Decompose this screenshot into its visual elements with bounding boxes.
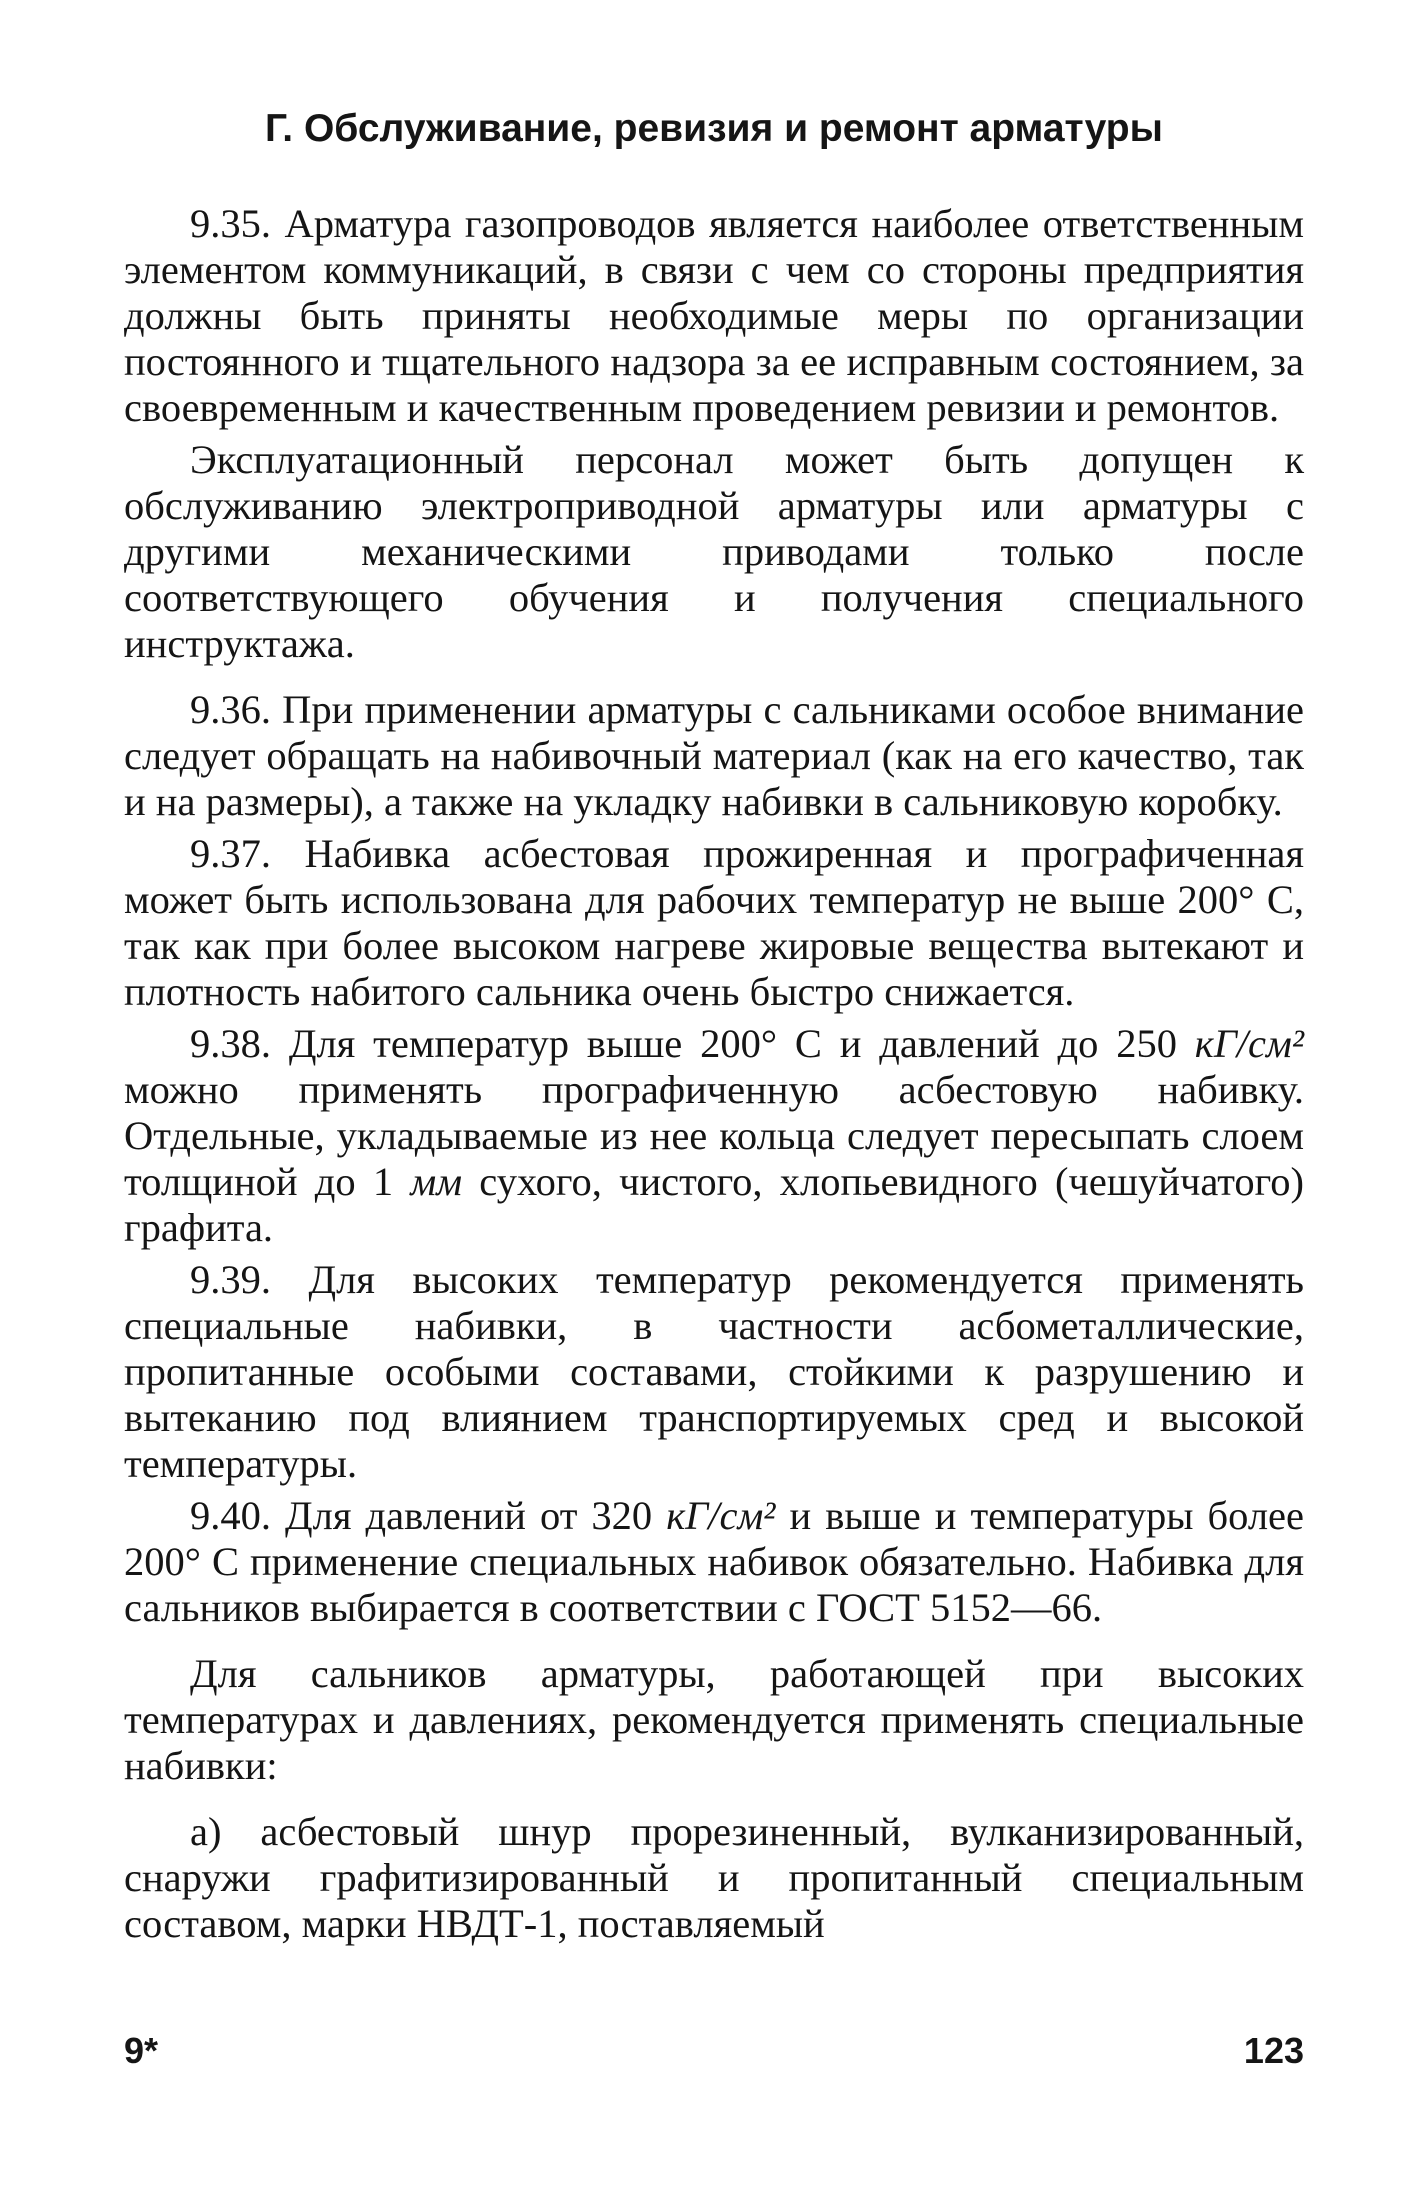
paragraph-9-35-personnel: Эксплуатационный персонал может быть допущен к обслуживанию электроприводной арматуры или арматуры с другими механическими приводами только после соответствующего обучения и получения специального инструктажа. (124, 436, 1304, 666)
paragraph-9-38-text-a: 9.38. Для температур выше 200° С и давлений до 250 (190, 1020, 1195, 1066)
signature-mark: 9* (124, 2030, 159, 2071)
paragraph-9-37: 9.37. Набивка асбестовая прожиренная и прографиченная может быть использована для рабочих температур не выше 200° С, так как при более высоком нагреве жировые вещества вытекают и плотность набитого сальника очень быстро снижается. (124, 830, 1304, 1014)
paragraph-9-36: 9.36. При применении арматуры с сальниками особое внимание следует обращать на набивочный материал (как на его качество, так и на размеры), а также на укладку набивки в сальниковую коробку. (124, 686, 1304, 824)
paragraph-9-40 (124, 1493, 1304, 1631)
document-page (124, 106, 1304, 1953)
page-number: 123 (1243, 2030, 1304, 2071)
thickness-unit: мм (410, 1158, 463, 1204)
paragraph-9-40-text-a: 9.40. Для давлений от 320 (190, 1492, 667, 1538)
section-title: Г. Обслуживание, ревизия и ремонт арматуры (265, 107, 1163, 150)
pressure-unit: кГ/см² (666, 1492, 776, 1538)
paragraph-9-40-text-b: и выше и температуры более 200° С применение специальных набивок обязательно. Набивка для сальников выбирается в соответствии с ГОСТ 5152—66. (124, 1492, 1304, 1630)
paragraph-special-packings: Для сальников арматуры, работающей при высоких температурах и давлениях, рекомендуется применять специальные набивки: (124, 1650, 1304, 1788)
list-item-a: а) асбестовый шнур прорезиненный, вулканизированный, снаружи графитизированный и пропитанный специальным составом, марки НВДТ-1, поставляемый (124, 1808, 1304, 1946)
paragraph-9-39: 9.39. Для высоких температур рекомендуется применять специальные набивки, в частности асбометаллические, пропитанные особыми составами, стойкими к разрушению и вытеканию под влиянием транспортируемых сред и высокой температуры. (124, 1256, 1304, 1486)
paragraph-9-35: 9.35. Арматура газопроводов является наиболее ответственным элементом коммуникаций, в связи с чем со стороны предприятия должны быть приняты необходимые меры по организации постоянного и тщательного надзора за ее исправным состоянием, за своевременным и качественным проведением ревизии и ремонтов. (124, 200, 1304, 430)
paragraph-9-38 (124, 1021, 1304, 1251)
paragraph-9-38-text-c: сухого, чистого, хлопьевидного (чешуйчатого) графита. (124, 1158, 1304, 1250)
paragraph-9-38-text-b: можно применять прографиченную асбестовую набивку. Отдельные, укладываемые из нее кольца следует пересыпать слоем толщиной до 1 (124, 1066, 1304, 1204)
pressure-unit: кГ/см² (1194, 1020, 1304, 1066)
